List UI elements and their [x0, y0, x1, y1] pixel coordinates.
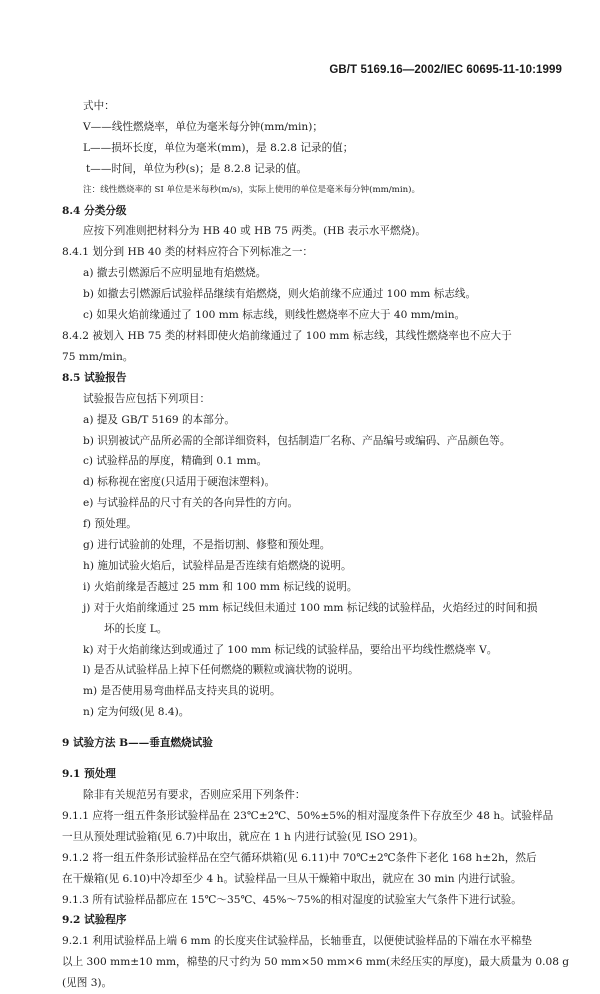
- clause-9-2-1-cont: (见图 3)。: [62, 977, 113, 990]
- formula-line-v: V——线性燃烧率，单位为毫米每分钟(mm/min)；: [83, 120, 323, 133]
- list-item: i) 火焰前缘是否越过 25 mm 和 100 mm 标记线的说明。: [83, 580, 358, 593]
- list-item: g) 进行试验前的处理，不是指切割、修整和预处理。: [83, 539, 331, 552]
- clause-9-2-1-cont: 以上 300 mm±10 mm，棉垫的尺寸约为 50 mm×50 mm×6 mm(未经压实的厚度)，最大质量为 0.08 g: [62, 956, 570, 969]
- list-item: n) 定为何级(见 8.4)。: [83, 706, 190, 719]
- section-8-5-title: 8.5 试验报告: [62, 371, 127, 384]
- standard-code-header: GB/T 5169.16—2002/IEC 60695-11-10:1999: [329, 64, 562, 76]
- list-item: l) 是否从试验样品上掉下任何燃烧的颗粒或滴状物的说明。: [83, 664, 359, 677]
- list-item: a) 提及 GB/T 5169 的本部分。: [83, 413, 235, 426]
- list-item-cont: 坏的长度 L。: [104, 622, 168, 635]
- list-item: f) 预处理。: [83, 518, 137, 531]
- formula-line-l: L——损坏长度，单位为毫米(mm)，是 8.2.8 记录的值；: [83, 141, 354, 154]
- clause-9-1-2-cont: 在干燥箱(见 6.10)中冷却至少 4 h。试验样品一旦从干燥箱中取出，就应在 30 min 内进行试验。: [62, 872, 522, 885]
- list-item: h) 施加试验火焰后，试验样品是否连续有焰燃烧的说明。: [83, 559, 352, 572]
- list-item: b) 识别被试产品所必需的全部详细资料，包括制造厂名称、产品编号或编码、产品颜色等。: [83, 434, 511, 447]
- formula-intro: 式中：: [83, 100, 115, 112]
- clause-9-1-1: 9.1.1 应将一组五件条形试验样品在 23℃±2℃、50%±5%的相对湿度条件下存放至少 48 h。试验样品: [62, 809, 554, 822]
- section-9-1-intro: 除非有关规范另有要求，否则应采用下列条件：: [83, 789, 306, 801]
- list-item: a) 撤去引燃源后不应明显地有焰燃烧。: [83, 267, 267, 280]
- list-item: j) 对于火焰前缘通过 25 mm 标记线但未通过 100 mm 标记线的试验样品，火焰经过的时间和损: [83, 601, 538, 614]
- list-item: c) 试验样品的厚度，精确到 0.1 mm。: [83, 455, 268, 468]
- list-item: b) 如撤去引燃源后试验样品继续有焰燃烧，则火焰前缘不应通过 100 mm 标志线。: [83, 288, 477, 301]
- document-body: [62, 96, 570, 994]
- list-item: k) 对于火焰前缘达到或通过了 100 mm 标记线的试验样品，要给出平均线性燃烧率 V。: [83, 643, 498, 656]
- section-9-1-title: 9.1 预处理: [62, 768, 116, 781]
- clause-9-1-1-cont: 一旦从预处理试验箱(见 6.7)中取出，就应在 1 h 内进行试验(见 ISO 291)。: [62, 830, 424, 843]
- list-item: c) 如果火焰前缘通过了 100 mm 标志线，则线性燃烧率不应大于 40 mm/min。: [83, 309, 466, 322]
- note-text: 注：线性燃烧率的 SI 单位是米每秒(m/s)，实际上使用的单位是毫米每分钟(mm/min)。: [83, 184, 421, 195]
- section-8-5-intro: 试验报告应包括下列项目：: [83, 392, 211, 405]
- clause-8-4-2: 8.4.2 被划入 HB 75 类的材料即使火焰前缘通过了 100 mm 标志线，其线性燃烧率也不应大于: [62, 329, 512, 342]
- section-8-4-intro: 应按下列准则把材料分为 HB 40 或 HB 75 两类。(HB 表示水平燃烧)。: [83, 225, 426, 238]
- list-item: d) 标称视在密度(只适用于硬泡沫塑料)。: [83, 476, 276, 489]
- section-8-4-title: 8.4 分类分级: [62, 204, 127, 217]
- clause-8-4-1: 8.4.1 划分到 HB 40 类的材料应符合下列标准之一：: [62, 246, 314, 259]
- clause-9-2-1: 9.2.1 利用试验样品上端 6 mm 的长度夹住试验样品，长轴垂直，以便使试验样品的下端在水平棉垫: [62, 935, 532, 948]
- clause-9-1-2: 9.1.2 将一组五件条形试验样品在空气循环烘箱(见 6.11)中 70℃±2℃条件下老化 168 h±2h，然后: [62, 851, 537, 864]
- clause-9-1-3: 9.1.3 所有试验样品都应在 15℃～35℃、45%～75%的相对湿度的试验室大气条件下进行试验。: [62, 893, 522, 906]
- list-item: m) 是否使用易弯曲样品支持夹具的说明。: [83, 685, 281, 698]
- clause-8-4-2-cont: 75 mm/min。: [62, 350, 134, 363]
- section-9-2-title: 9.2 试验程序: [62, 914, 127, 927]
- list-item: e) 与试验样品的尺寸有关的各向异性的方向。: [83, 497, 299, 510]
- section-9-title: 9 试验方法 B——垂直燃烧试验: [62, 737, 213, 750]
- formula-line-t: t——时间，单位为秒(s)；是 8.2.8 记录的值。: [86, 162, 308, 175]
